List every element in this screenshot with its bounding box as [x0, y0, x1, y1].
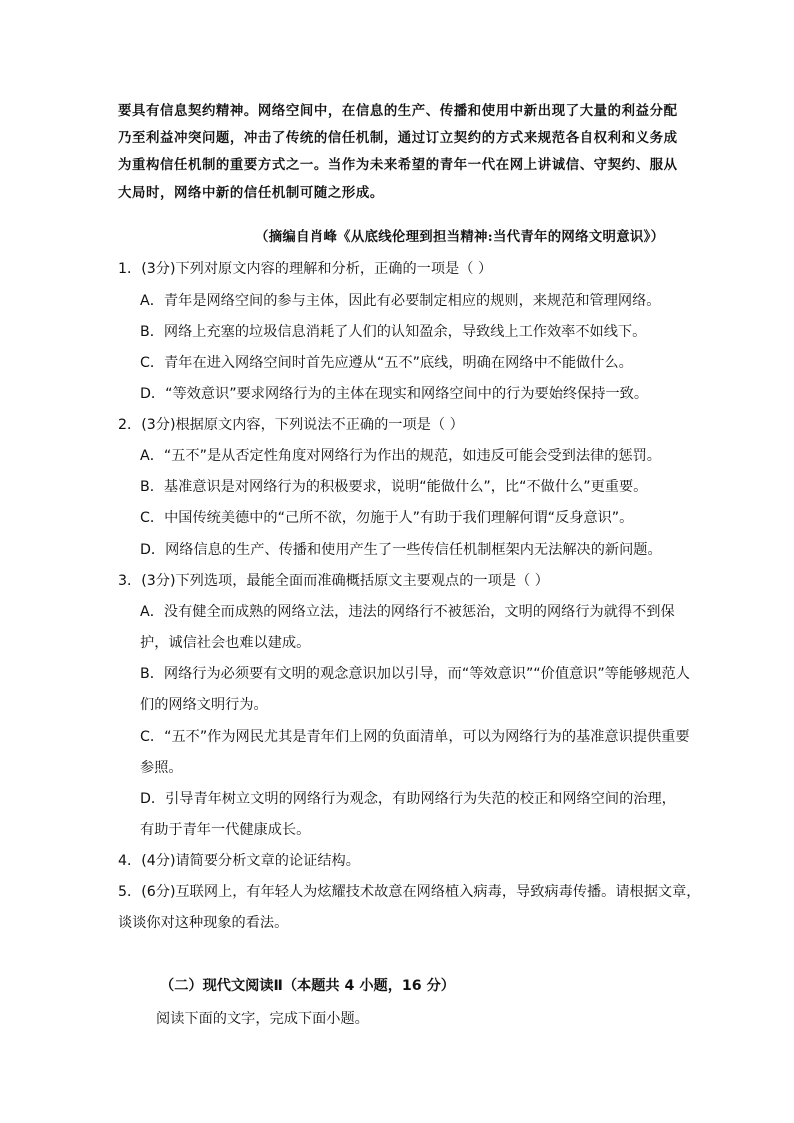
question-2-option-d: D．网络信息的生产、传播和使用产生了一些传信任机制框架内无法解决的新问题。	[140, 542, 662, 558]
question-3-stem: 3．(3分)下列选项，最能全面而准确概括原文主要观点的一项是（ ）	[118, 573, 549, 589]
passage-line-3: 为重构信任机制的重要方式之一。当作为未来希望的青年一代在网上讲诚信、守契约、服从	[118, 157, 678, 173]
question-2-option-a: A．“五不”是从否定性角度对网络行为作出的规范，如违反可能会受到法律的惩罚。	[140, 448, 661, 464]
section-2-title: （二）现代文阅读Ⅱ（本题共 4 小题，16 分）	[160, 978, 455, 994]
question-3-option-d-line-1: D．引导青年树立文明的网络行为观念，有助网络行为失范的校正和网络空间的治理，	[140, 791, 676, 807]
question-1-stem: 1．(3分)下列对原文内容的理解和分析，正确的一项是（ ）	[118, 261, 493, 277]
question-1-option-b: B．网络上充塞的垃圾信息消耗了人们的认知盈余，导致线上工作效率不如线下。	[140, 324, 647, 340]
question-3-option-a-line-2: 护，诚信社会也难以建成。	[140, 635, 311, 651]
question-1-option-c: C．青年在进入网络空间时首先应遵从“五不”底线，明确在网络中不能做什么。	[140, 355, 633, 371]
question-5-stem-line-2: 谈谈你对这种现象的看法。	[118, 915, 289, 931]
question-3-option-b-line-2: 们的网络文明行为。	[140, 697, 268, 713]
question-3-option-a-line-1: A．没有健全而成熟的网络立法，违法的网络行不被惩治，文明的网络行为就得不到保	[140, 604, 675, 620]
passage-line-2: 乃至利益冲突问题，冲击了传统的信任机制，通过订立契约的方式来规范各自权利和义务成	[118, 130, 678, 146]
question-3-option-c-line-1: C．“五不”作为网民尤其是青年们上网的负面清单，可以为网络行为的基准意识提供重要	[140, 729, 690, 745]
section-2-instruction: 阅读下面的文字，完成下面小题。	[156, 1011, 369, 1027]
question-3-option-b-line-1: B．网络行为必须要有文明的观念意识加以引导，而“等效意识”“价值意识”等能够规范人	[140, 666, 690, 682]
passage-line-4: 大局时，网络中新的信任机制可随之形成。	[118, 185, 384, 201]
question-4-stem: 4．(4分)请简要分析文章的论证结构。	[118, 853, 360, 869]
question-3-option-c-line-2: 参照。	[140, 760, 183, 776]
question-2-option-c: C．中国传统美德中的“己所不欲，勿施于人”有助于我们理解何谓“反身意识”。	[140, 510, 634, 526]
question-3-option-d-line-2: 有助于青年一代健康成长。	[140, 822, 311, 838]
question-5-stem-line-1: 5．(6分)互联网上，有年轻人为炫耀技术故意在网络植入病毒，导致病毒传播。请根据文章，	[118, 884, 701, 900]
question-2-option-b: B．基准意识是对网络行为的积极要求，说明“能做什么”，比“不做什么”更重要。	[140, 479, 648, 495]
passage-source: （摘编自肖峰《从底线伦理到担当精神:当代青年的网络文明意识》）	[255, 229, 665, 245]
question-2-stem: 2．(3分)根据原文内容，下列说法不正确的一项是（ ）	[118, 417, 464, 433]
passage-line-1: 要具有信息契约精神。网络空间中，在信息的生产、传播和使用中新出现了大量的利益分配	[118, 103, 678, 119]
question-1-option-a: A．青年是网络空间的参与主体，因此有必要制定相应的规则，来规范和管理网络。	[140, 293, 661, 309]
question-1-option-d: D．“等效意识”要求网络行为的主体在现实和网络空间中的行为要始终保持一致。	[140, 386, 649, 402]
